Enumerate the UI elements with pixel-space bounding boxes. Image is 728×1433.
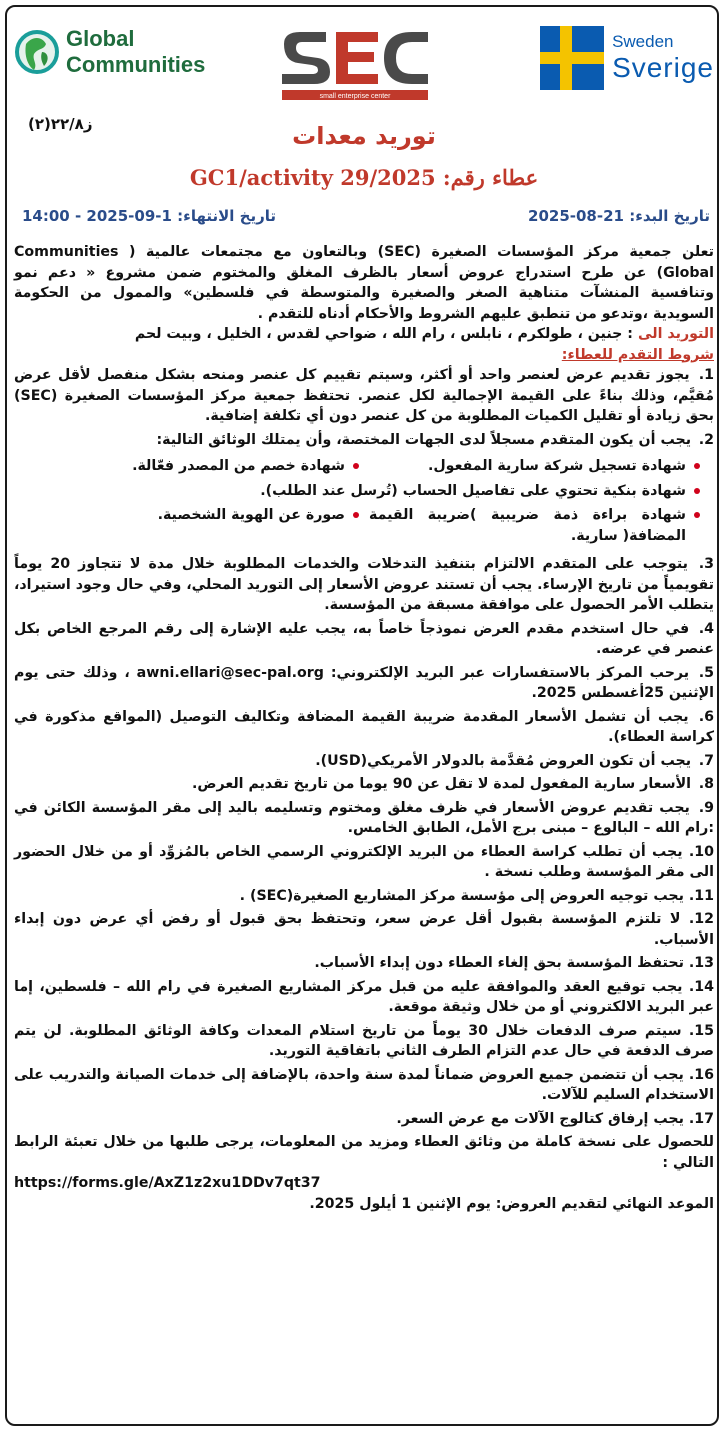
footer [14, 1132, 714, 1214]
document-item: شهادة تسجيل شركة سارية المفعول. [369, 456, 700, 477]
list-item [14, 953, 714, 974]
item-text: في حال استخدم مقدم العرض نموذجاً خاصاً به، يجب عليه الإشارة إلى رقم المرجع الخاص بكل عنصر في عرضه. [14, 620, 714, 657]
item-number: 8. [698, 776, 714, 792]
item-number: 6. [698, 708, 714, 725]
list-item [14, 365, 714, 427]
item-text: يجب تقديم عروض الأسعار في ظرف مغلق ومختوم وتسليمه باليد إلى مقر المؤسسة الكائن في :رام الله – البالوع – مبنى برج الأمل، الطابق الخامس. [14, 799, 714, 836]
gc-line1: Global [66, 26, 135, 51]
item-text: تحتفظ المؤسسة بحق إلغاء العطاء دون إبداء الأسباب. [314, 955, 684, 971]
list-item [14, 798, 714, 839]
list-item [14, 1109, 714, 1130]
page-title: توريد معدات [292, 122, 436, 150]
sec-logo-mark [274, 24, 434, 104]
form-link-line [14, 1173, 714, 1194]
item-number: 2. [698, 431, 714, 448]
list-item [14, 1021, 714, 1062]
list-item [14, 707, 714, 748]
logo-header [12, 14, 716, 106]
delivery-label: التوريد الى [637, 326, 714, 342]
list-item [14, 774, 714, 795]
document-item: صورة عن الهوية الشخصية. [28, 505, 359, 546]
delivery-line [14, 324, 714, 345]
item-number: 16. [688, 1066, 714, 1083]
conditions-heading [14, 345, 714, 366]
item-number: 12. [688, 911, 714, 927]
item-text: لا تلتزم المؤسسة بقبول أقل عرض سعر، وتحتفظ بحق قبول أو رفض أي عرض دون إبداء الأسباب. [14, 911, 714, 948]
tender-number: عطاء رقم: GC1/activity 29/2025 [189, 165, 539, 190]
deadline: الموعد النهائي لتقديم العروض: يوم الإثنين 1 أيلول 2025. [309, 1195, 714, 1212]
list-item [14, 1065, 714, 1106]
intro-paragraph: تعلن جمعية مركز المؤسسات الصغيرة (SEC) وبالتعاون مع مجتمعات عالمية ( Communities Global) عن طرح استدراج عروض أسعار بالظرف المغلق والمختوم ضمن مشروع « دعم نمو وتنافسية المنشآت متناهية الصغر والصغيرة والمتوسطة في فلسطين» والممول من الحكومة السويدية ،وتدعو من تنطبق عليهم الشروط والأحكام أدناه للتقدم . [14, 244, 714, 322]
globe-icon [14, 22, 60, 82]
start-date: تاريخ البدء: 21-08-2025 [528, 207, 710, 225]
conditions-heading-text: شروط التقدم للعطاء: [561, 346, 714, 363]
item-number: 14. [688, 978, 714, 995]
item-number: 7. [698, 752, 714, 769]
required-documents [28, 456, 700, 546]
document-item: شهادة بنكية تحتوي على تفاصيل الحساب (تُرسل عند الطلب). [28, 481, 700, 502]
item-text: يجب أن تكون العروض مُقدَّمة بالدولار الأمريكي(USD). [315, 752, 692, 769]
item-number: 13. [688, 955, 714, 971]
sweden-logo [540, 26, 714, 90]
document-item: شهادة خصم من المصدر فعّالة. [28, 456, 359, 477]
sec-tagline: small enterprise center [319, 93, 391, 100]
list-item [14, 663, 714, 704]
item-number: 3. [698, 556, 714, 572]
form-link[interactable]: https://forms.gle/AxZ1z2xu1DDv7qt37 [14, 1175, 321, 1191]
sec-logo [274, 24, 434, 104]
item-number: 10. [688, 843, 714, 860]
item-number: 9. [698, 799, 714, 816]
item-text: سيتم صرف الدفعات خلال 30 يوماً من تاريخ استلام المعدات وكافة الوثائق المطلوبة. لن يتم صرف الدفعة في حال عدم التزام الطرف الثاني باتفاقية التوريد. [14, 1022, 714, 1059]
list-item [14, 842, 714, 883]
item-text: يجب توجيه العروض إلى مؤسسة مركز المشاريع الصغيرة(SEC) . [239, 887, 684, 904]
sweden-text: Sweden [612, 32, 674, 51]
dates-row [22, 207, 710, 233]
list-item [14, 619, 714, 660]
item-number: 1. [698, 367, 714, 383]
request-text: للحصول على نسخة كاملة من وثائق العطاء ومزيد من المعلومات، يرجى طلبها من خلال تعبئة الرابط التالي : [14, 1134, 714, 1171]
conditions-list-a [14, 365, 714, 450]
conditions-list-b [14, 554, 714, 1129]
list-item [14, 909, 714, 950]
list-item [14, 886, 714, 907]
sweden-flag-icon [540, 26, 604, 90]
list-item [14, 554, 714, 616]
gc-line2: Communities [66, 52, 206, 77]
ref-number: ز٢٢/٨(٢) [28, 115, 93, 133]
item-text: يجب إرفاق كتالوج الآلات مع عرض السعر. [396, 1110, 684, 1127]
list-item [14, 977, 714, 1018]
item-number: 4. [698, 620, 714, 637]
item-text: يرحب المركز بالاستفسارات عبر البريد الإلكتروني: awni.ellari@sec-pal.org ، وذلك حتى يوم الإثنين 25أغسطس 2025. [14, 664, 714, 701]
item-text: يتوجب على المتقدم الالتزام بتنفيذ التدخلات والخدمات المطلوبة خلال مدة لا تتجاوز 20 يوماً تقويمياً من تاريخ الإرساء. يجب أن تستند عروض الأسعار إلى التوريد المحلي، وفي حال وجود استيراد، يتطلب الأمر الحصول على موافقة مسبقة من المؤسسة. [14, 556, 714, 613]
item-text: يجوز تقديم عرض لعنصر واحد أو أكثر، وسيتم تقييم كل عنصر ومنحه بشكل منفصل لأقل عرض مُقيَّم، وذلك بناءً على القيمة الإجمالية لكل عنصر. تحتفظ جمعية مركز المؤسسات الصغيرة (SEC) بحق زيادة أو تقليل الكميات المطلوبة من كل عنصر دون أي تكلفة إضافية. [14, 367, 714, 424]
delivery-locations: : جنين ، طولكرم ، نابلس ، رام الله ، ضواحي لقدس ، الخليل ، وبيت لحم [134, 326, 633, 342]
item-text: يجب توقيع العقد والموافقة عليه من قبل مركز المشاريع الصغيرة في رام الله – فلسطين، إما عبر البريد الالكتروني أو من خلال وثيقة موقعة. [14, 978, 714, 1015]
item-text: يجب أن يكون المتقدم مسجلاً لدى الجهات المختصة، وأن يمتلك الوثائق التالية: [156, 431, 692, 448]
item-number: 17. [688, 1110, 714, 1127]
end-date: تاريخ الانتهاء: 1-09-2025 - 14:00 [22, 207, 277, 225]
item-text: يجب أن تطلب كراسة العطاء من البريد الإلكتروني الرسمي الخاص بالمُزوِّد أو من خلال الحضور الى مقر المؤسسة وطلب نسخة . [14, 843, 714, 880]
document-item: شهادة براءة ذمة ضريبية )ضريبة القيمة المضافة( سارية. [369, 505, 700, 546]
sverige-text: Sverige [612, 52, 714, 83]
item-text: الأسعار سارية المفعول لمدة لا تقل عن 90 يوما من تاريخ تقديم العرض. [192, 776, 692, 792]
list-item [14, 751, 714, 772]
global-communities-logo [14, 22, 205, 82]
ad-body [14, 242, 714, 1214]
item-text: يجب أن تشمل الأسعار المقدمة ضريبة القيمة المضافة وتكاليف التوصيل (المواقع مذكورة في كراسة العطاء). [14, 708, 714, 745]
item-number: 15. [688, 1022, 714, 1039]
item-number: 5. [698, 664, 714, 681]
list-item [14, 430, 714, 451]
item-text: يجب أن تتضمن جميع العروض ضماناً لمدة سنة واحدة، بالإضافة إلى خدمات الصيانة والتدريب على الاستخدام السليم للآلات. [14, 1066, 714, 1103]
item-number: 11. [688, 887, 714, 904]
